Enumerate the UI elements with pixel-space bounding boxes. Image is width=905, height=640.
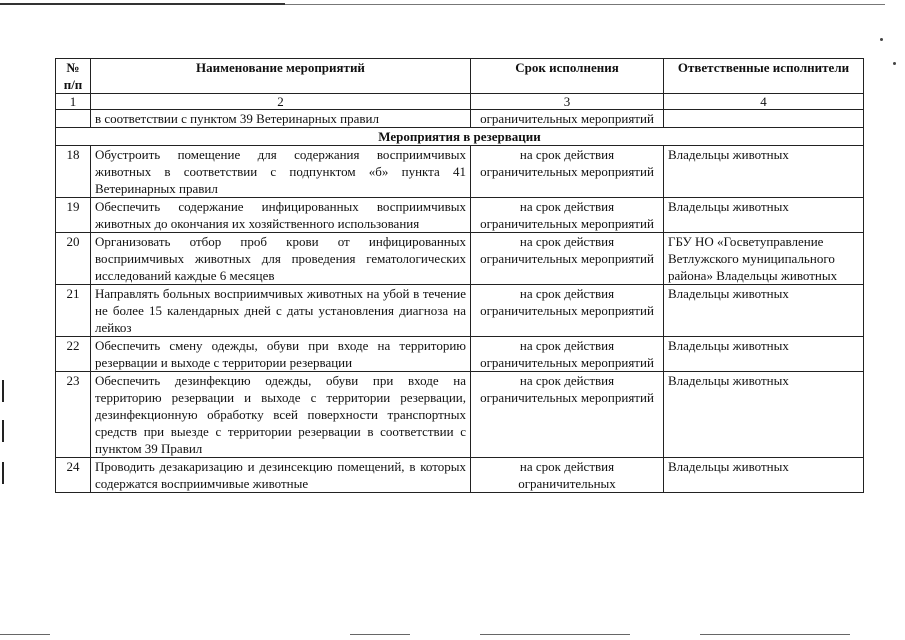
row-num: 21 xyxy=(56,285,91,337)
row-term: на срок действия ограничительных мероприятий xyxy=(471,146,664,198)
row-responsible xyxy=(664,110,864,128)
row-term: ограничительных мероприятий xyxy=(471,110,664,128)
row-term: на срок действия ограничительных мероприятий xyxy=(471,233,664,285)
row-num: 20 xyxy=(56,233,91,285)
measures-table xyxy=(55,58,864,493)
row-name: Обеспечить смену одежды, обуви при входе на территорию резервации и выходе с территории резервации xyxy=(91,337,471,372)
scan-artifact-bottom xyxy=(700,634,850,635)
scan-artifact-bottom xyxy=(0,634,50,635)
row-term: на срок действия ограничительных xyxy=(471,458,664,493)
scan-artifact-top-thin xyxy=(285,4,885,5)
header-term: Срок исполнения xyxy=(471,59,664,94)
row-responsible: ГБУ НО «Госветуправление Ветлужского муниципального района» Владельцы животных xyxy=(664,233,864,285)
column-index: 3 xyxy=(471,94,664,110)
table-row xyxy=(56,458,864,493)
column-index-row xyxy=(56,94,864,110)
row-responsible: Владельцы животных xyxy=(664,285,864,337)
header-num: № п/п xyxy=(56,59,91,94)
row-term: на срок действия ограничительных мероприятий xyxy=(471,372,664,458)
scan-artifact-bottom xyxy=(350,634,410,635)
scan-artifact-dot xyxy=(893,62,896,65)
table-row xyxy=(56,146,864,198)
scan-artifact-left xyxy=(2,462,4,484)
header-name: Наименование мероприятий xyxy=(91,59,471,94)
scan-artifact-dot xyxy=(880,38,883,41)
row-responsible: Владельцы животных xyxy=(664,146,864,198)
row-num: 24 xyxy=(56,458,91,493)
row-responsible: Владельцы животных xyxy=(664,198,864,233)
table-header-row xyxy=(56,59,864,94)
table-row xyxy=(56,372,864,458)
row-name: Проводить дезакаризацию и дезинсекцию помещений, в которых содержатся восприимчивые животные xyxy=(91,458,471,493)
row-term: на срок действия ограничительных мероприятий xyxy=(471,337,664,372)
column-index: 2 xyxy=(91,94,471,110)
table-row xyxy=(56,337,864,372)
scan-artifact-bottom xyxy=(480,634,630,635)
row-responsible: Владельцы животных xyxy=(664,372,864,458)
row-responsible: Владельцы животных xyxy=(664,337,864,372)
row-name: Обустроить помещение для содержания восприимчивых животных в соответствии с подпунктом «б» пункта 41 Ветеринарных правил xyxy=(91,146,471,198)
row-responsible: Владельцы животных xyxy=(664,458,864,493)
continuation-row xyxy=(56,110,864,128)
section-row xyxy=(56,128,864,146)
row-num: 22 xyxy=(56,337,91,372)
scan-artifact-left xyxy=(2,380,4,402)
row-term: на срок действия ограничительных мероприятий xyxy=(471,198,664,233)
row-num: 23 xyxy=(56,372,91,458)
section-title: Мероприятия в резервации xyxy=(56,128,864,146)
column-index: 4 xyxy=(664,94,864,110)
table-row xyxy=(56,285,864,337)
scan-artifact-top xyxy=(0,3,285,5)
row-name: Направлять больных восприимчивых животных на убой в течение не более 15 календарных дней с даты установления диагноза на лейкоз xyxy=(91,285,471,337)
row-name: Обеспечить содержание инфицированных восприимчивых животных до окончания их хозяйственного использования xyxy=(91,198,471,233)
row-name: Обеспечить дезинфекцию одежды, обуви при входе на территорию резервации и выходе с территории резервации, дезинфекционную обработку всей поверхности транспортных средств при выезде с территории резервации в соответствии с пунктом 39 Правил xyxy=(91,372,471,458)
row-name: в соответствии с пунктом 39 Ветеринарных правил xyxy=(91,110,471,128)
column-index: 1 xyxy=(56,94,91,110)
row-term: на срок действия ограничительных мероприятий xyxy=(471,285,664,337)
row-num xyxy=(56,110,91,128)
header-responsible: Ответственные исполнители xyxy=(664,59,864,94)
table-row xyxy=(56,233,864,285)
row-num: 18 xyxy=(56,146,91,198)
row-name: Организовать отбор проб крови от инфицированных восприимчивых животных для проведения гематологических исследований каждые 6 месяцев xyxy=(91,233,471,285)
scan-artifact-left xyxy=(2,420,4,442)
table-row xyxy=(56,198,864,233)
row-num: 19 xyxy=(56,198,91,233)
